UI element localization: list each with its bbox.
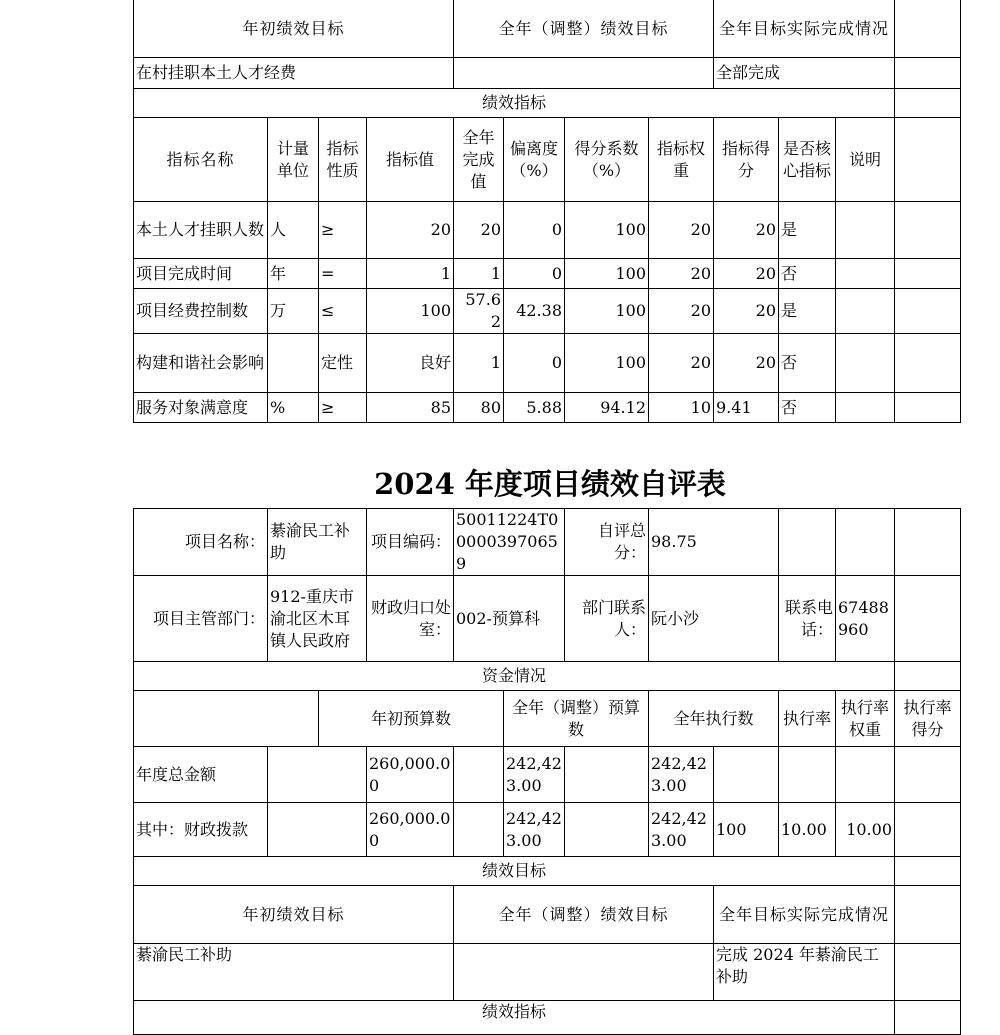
empty-cell bbox=[895, 393, 961, 423]
ind-deviation: 5.88 bbox=[504, 393, 565, 423]
goal-initial: 在村挂职本土人才经费 bbox=[134, 58, 454, 89]
empty-cell bbox=[895, 289, 961, 334]
ind-name: 服务对象满意度 bbox=[134, 393, 268, 423]
project-code-label: 项目编码： bbox=[367, 509, 454, 576]
empty-cell bbox=[895, 58, 961, 89]
table-row bbox=[134, 259, 961, 289]
fund-initial: 260,000.00 bbox=[367, 803, 454, 857]
fund-executed: 242,423.00 bbox=[649, 803, 714, 857]
ind-core: 否 bbox=[779, 259, 836, 289]
ind-nature: ≥ bbox=[319, 202, 367, 259]
ind-header-coefficient: 得分系数（%） bbox=[565, 118, 649, 202]
fund-weight bbox=[779, 747, 836, 803]
empty-cell bbox=[454, 747, 504, 803]
ind-name: 项目完成时间 bbox=[134, 259, 268, 289]
finance-label: 财政归口处室： bbox=[367, 576, 454, 662]
ind-completed: 20 bbox=[454, 202, 504, 259]
ind-header-note: 说明 bbox=[836, 118, 895, 202]
goal-label: 绩效目标 bbox=[134, 857, 895, 886]
funds-label: 资金情况 bbox=[134, 662, 895, 691]
project-code: 50011224T000003970659 bbox=[454, 509, 565, 576]
ind-note bbox=[836, 393, 895, 423]
ind-note bbox=[836, 289, 895, 334]
empty-cell bbox=[895, 0, 961, 58]
ind-weight: 20 bbox=[649, 289, 714, 334]
empty-cell bbox=[895, 89, 961, 118]
performance-self-evaluation-table bbox=[133, 508, 961, 1035]
perf-indicators-label: 绩效指标 bbox=[134, 1001, 895, 1035]
empty-cell bbox=[895, 747, 961, 803]
ind-header-score: 指标得分 bbox=[714, 118, 779, 202]
ind-name: 项目经费控制数 bbox=[134, 289, 268, 334]
ind-deviation: 42.38 bbox=[504, 289, 565, 334]
fund-score bbox=[836, 747, 895, 803]
ind-score: 20 bbox=[714, 202, 779, 259]
fund-rate: 100 bbox=[714, 803, 779, 857]
ind-value: 良好 bbox=[367, 334, 454, 393]
fund-score: 10.00 bbox=[836, 803, 895, 857]
ind-unit: % bbox=[268, 393, 319, 423]
goal-adjusted bbox=[454, 58, 714, 89]
fund-rate bbox=[714, 747, 779, 803]
indicator-header-row bbox=[134, 118, 961, 202]
funds-label-row bbox=[134, 662, 961, 691]
fund-header-row bbox=[134, 691, 961, 747]
ind-header-value: 指标值 bbox=[367, 118, 454, 202]
perf-indicators-label: 绩效指标 bbox=[134, 89, 895, 118]
ind-note bbox=[836, 259, 895, 289]
ind-weight: 20 bbox=[649, 202, 714, 259]
ind-completed: 80 bbox=[454, 393, 504, 423]
empty-cell bbox=[895, 202, 961, 259]
ind-name: 构建和谐社会影响 bbox=[134, 334, 268, 393]
ind-coefficient: 100 bbox=[565, 289, 649, 334]
empty-cell bbox=[895, 509, 961, 576]
self-eval-score: 98.75 bbox=[649, 509, 779, 576]
fund-header-executed: 全年执行数 bbox=[649, 691, 779, 747]
goal-row bbox=[134, 944, 961, 1001]
ind-header-nature: 指标性质 bbox=[319, 118, 367, 202]
empty-cell bbox=[895, 334, 961, 393]
ind-deviation: 0 bbox=[504, 334, 565, 393]
ind-unit: 人 bbox=[268, 202, 319, 259]
ind-value: 85 bbox=[367, 393, 454, 423]
dept-info-row bbox=[134, 576, 961, 662]
fund-header-rate: 执行率 bbox=[779, 691, 836, 747]
goal-actual: 完成 2024 年綦渝民工补助 bbox=[714, 944, 895, 1001]
goal-actual: 全部完成 bbox=[714, 58, 895, 89]
project-name-label: 项目名称： bbox=[134, 509, 268, 576]
ind-unit: 年 bbox=[268, 259, 319, 289]
dept-label: 项目主管部门： bbox=[134, 576, 268, 662]
project-info-row bbox=[134, 509, 961, 576]
ind-unit bbox=[268, 334, 319, 393]
goal-header-initial: 年初绩效目标 bbox=[134, 886, 454, 944]
fund-row bbox=[134, 747, 961, 803]
ind-coefficient: 100 bbox=[565, 202, 649, 259]
ind-value: 100 bbox=[367, 289, 454, 334]
ind-score: 9.41 bbox=[714, 393, 779, 423]
ind-header-name: 指标名称 bbox=[134, 118, 268, 202]
ind-weight: 10 bbox=[649, 393, 714, 423]
dept: 912-重庆市渝北区木耳镇人民政府 bbox=[268, 576, 367, 662]
ind-unit: 万 bbox=[268, 289, 319, 334]
table-row bbox=[134, 289, 961, 334]
ind-core: 否 bbox=[779, 334, 836, 393]
empty-cell bbox=[895, 803, 961, 857]
goal-header-adjusted: 全年（调整）绩效目标 bbox=[454, 0, 714, 58]
contact-label: 部门联系人： bbox=[565, 576, 649, 662]
ind-score: 20 bbox=[714, 289, 779, 334]
empty-cell bbox=[895, 1001, 961, 1035]
ind-value: 20 bbox=[367, 202, 454, 259]
fund-row bbox=[134, 803, 961, 857]
goal-row bbox=[134, 58, 961, 89]
empty-cell bbox=[454, 803, 504, 857]
empty-cell bbox=[895, 118, 961, 202]
goal-header-initial: 年初绩效目标 bbox=[134, 0, 454, 58]
goal-initial: 綦渝民工补助 bbox=[134, 944, 454, 1001]
ind-note bbox=[836, 334, 895, 393]
empty-cell bbox=[895, 662, 961, 691]
ind-header-unit: 计量单位 bbox=[268, 118, 319, 202]
phone-label: 联系电话： bbox=[779, 576, 836, 662]
ind-completed: 57.62 bbox=[454, 289, 504, 334]
fund-adjusted: 242,423.00 bbox=[504, 803, 565, 857]
empty-cell bbox=[565, 803, 649, 857]
ind-weight: 20 bbox=[649, 334, 714, 393]
fund-initial: 260,000.00 bbox=[367, 747, 454, 803]
ind-coefficient: 94.12 bbox=[565, 393, 649, 423]
empty-cell bbox=[268, 803, 367, 857]
phone: 67488960 bbox=[836, 576, 895, 662]
page-title: 2024 年度项目绩效自评表 bbox=[374, 467, 726, 501]
ind-header-weight: 指标权重 bbox=[649, 118, 714, 202]
ind-weight: 20 bbox=[649, 259, 714, 289]
table-row bbox=[134, 334, 961, 393]
ind-coefficient: 100 bbox=[565, 259, 649, 289]
ind-header-deviation: 偏离度（%） bbox=[504, 118, 565, 202]
empty-cell bbox=[268, 747, 367, 803]
goal-header-adjusted: 全年（调整）绩效目标 bbox=[454, 886, 714, 944]
ind-completed: 1 bbox=[454, 259, 504, 289]
ind-score: 20 bbox=[714, 334, 779, 393]
goal-header-row bbox=[134, 0, 961, 58]
goal-label-row bbox=[134, 857, 961, 886]
finance-office: 002-预算科 bbox=[454, 576, 565, 662]
ind-completed: 1 bbox=[454, 334, 504, 393]
goal-header-actual: 全年目标实际完成情况 bbox=[714, 886, 895, 944]
fund-header-weight: 执行率权重 bbox=[836, 691, 895, 747]
fund-weight: 10.00 bbox=[779, 803, 836, 857]
ind-value: 1 bbox=[367, 259, 454, 289]
ind-core: 否 bbox=[779, 393, 836, 423]
empty-cell bbox=[895, 576, 961, 662]
empty-cell bbox=[134, 691, 319, 747]
empty-cell bbox=[836, 509, 895, 576]
ind-deviation: 0 bbox=[504, 259, 565, 289]
ind-deviation: 0 bbox=[504, 202, 565, 259]
empty-cell bbox=[895, 886, 961, 944]
ind-nature: ≥ bbox=[319, 393, 367, 423]
performance-table-previous bbox=[133, 0, 961, 423]
fund-header-initial: 年初预算数 bbox=[319, 691, 504, 747]
ind-nature: ≤ bbox=[319, 289, 367, 334]
fund-adjusted: 242,423.00 bbox=[504, 747, 565, 803]
contact-person: 阮小沙 bbox=[649, 576, 779, 662]
ind-core: 是 bbox=[779, 289, 836, 334]
ind-header-completed: 全年完成值 bbox=[454, 118, 504, 202]
ind-note bbox=[836, 202, 895, 259]
ind-header-core: 是否核心指标 bbox=[779, 118, 836, 202]
ind-name: 本土人才挂职人数 bbox=[134, 202, 268, 259]
ind-score: 20 bbox=[714, 259, 779, 289]
perf-label-row bbox=[134, 1001, 961, 1035]
goal-adjusted bbox=[454, 944, 714, 1001]
empty-cell bbox=[895, 944, 961, 1001]
fund-label: 其中：财政拨款 bbox=[134, 803, 268, 857]
fund-header-score: 执行率得分 bbox=[895, 691, 961, 747]
fund-executed: 242,423.00 bbox=[649, 747, 714, 803]
ind-coefficient: 100 bbox=[565, 334, 649, 393]
ind-nature: 定性 bbox=[319, 334, 367, 393]
ind-nature: = bbox=[319, 259, 367, 289]
empty-cell bbox=[779, 509, 836, 576]
empty-cell bbox=[565, 747, 649, 803]
goal-header-actual: 全年目标实际完成情况 bbox=[714, 0, 895, 58]
fund-header-adjusted: 全年（调整）预算数 bbox=[504, 691, 649, 747]
table-row bbox=[134, 393, 961, 423]
project-name: 綦渝民工补助 bbox=[268, 509, 367, 576]
score-label: 自评总分： bbox=[565, 509, 649, 576]
fund-label: 年度总金额 bbox=[134, 747, 268, 803]
table-row bbox=[134, 202, 961, 259]
empty-cell bbox=[895, 857, 961, 886]
empty-cell bbox=[895, 259, 961, 289]
perf-label-row bbox=[134, 89, 961, 118]
goal-header-row bbox=[134, 886, 961, 944]
ind-core: 是 bbox=[779, 202, 836, 259]
